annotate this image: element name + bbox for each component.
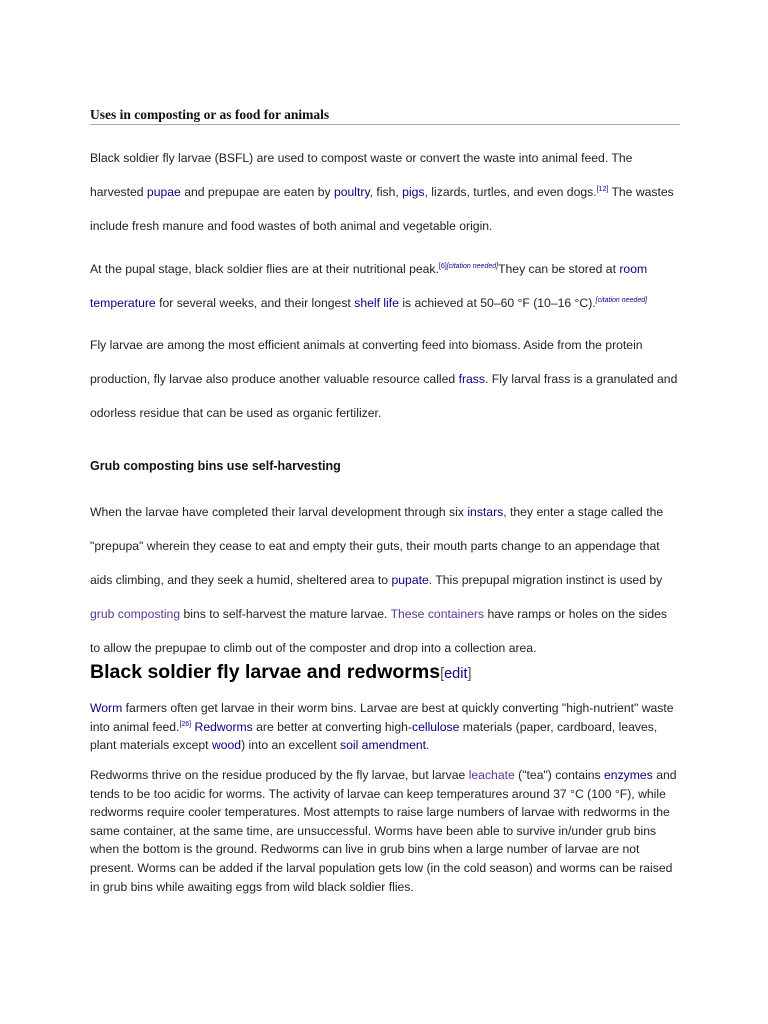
text: , lizards, turtles, and even dogs. xyxy=(424,185,597,199)
reference-26[interactable]: [26] xyxy=(179,720,192,728)
link-enzymes[interactable]: enzymes xyxy=(604,768,653,782)
link-room-temperature[interactable]: room temperature xyxy=(90,262,648,310)
section-heading-grub-bins: Grub composting bins use self-harvesting xyxy=(90,459,341,473)
link-these-containers[interactable]: These containers xyxy=(390,607,485,621)
link-leachate[interactable]: leachate xyxy=(468,768,515,782)
text: When the larvae have completed their larval development through six xyxy=(90,505,468,519)
link-pupae[interactable]: pupae xyxy=(146,185,181,199)
edit-bracket: ] xyxy=(467,666,472,682)
citation-needed-text: [citation needed] xyxy=(595,296,648,304)
text: Black soldier fly larvae (BSFL) are used to compost waste or convert the waste into animal feed. The harvested xyxy=(90,151,633,199)
section-heading-redworms xyxy=(90,661,680,684)
text: and prepupae are eaten by xyxy=(180,185,334,199)
link-shelf-life[interactable]: shelf life xyxy=(354,296,399,310)
link-worm[interactable]: Worm xyxy=(90,701,123,715)
reference-6[interactable]: [6] xyxy=(438,262,447,270)
link-instars[interactable]: instars xyxy=(467,505,504,519)
text: . This prepupal migration instinct is used by xyxy=(428,573,663,587)
text: for several weeks, and their longest xyxy=(155,296,355,310)
text: At the pupal stage, black soldier flies are at their nutritional peak. xyxy=(90,262,439,276)
link-cellulose[interactable]: cellulose xyxy=(411,719,460,734)
text: have ramps or holes on the sides to allow the prepupae to climb out of the composter and drop into a collection area. xyxy=(90,607,667,655)
edit-bracket: [ xyxy=(440,666,445,682)
text: ("tea") contains xyxy=(514,768,605,782)
link-pigs[interactable]: pigs xyxy=(402,185,425,199)
heading-text: Black soldier fly larvae and redworms xyxy=(90,661,441,683)
text: ) into an excellent xyxy=(241,738,340,753)
text: materials (paper, cardboard, leaves, plant materials except xyxy=(90,719,658,753)
paragraph-prepupa xyxy=(90,495,680,665)
text: is achieved at 50–60 °F (10–16 °C). xyxy=(398,296,596,310)
edit-link[interactable]: edit xyxy=(444,666,468,682)
text: bins to self-harvest the mature larvae. xyxy=(180,607,391,621)
paragraph-fly-larvae-efficiency xyxy=(90,328,680,430)
paragraph-bsfl-compost xyxy=(90,141,680,243)
section-heading-uses: Uses in composting or as food for animals xyxy=(90,107,330,122)
text: . xyxy=(426,738,430,753)
text: , they enter a stage called the "prepupa" wherein they cease to eat and empty their guts, their mouth parts change to an appendage that aids climbing, and they seek a humid, sheltered area to xyxy=(90,505,664,587)
link-poultry[interactable]: poultry xyxy=(333,185,370,199)
link-pupate[interactable]: pupate xyxy=(391,573,429,587)
citation-needed[interactable] xyxy=(596,297,647,304)
citation-needed-text: [citation needed] xyxy=(446,262,499,270)
heading-divider xyxy=(90,124,680,125)
link-grub-composting[interactable]: grub composting xyxy=(90,607,181,621)
reference-12[interactable]: [12] xyxy=(596,185,609,193)
link-wood[interactable]: wood xyxy=(211,738,242,753)
link-soil-amendment[interactable]: soil amendment xyxy=(340,738,427,753)
link-frass[interactable]: frass xyxy=(458,372,485,386)
text: , fish, xyxy=(369,185,403,199)
citation-needed[interactable] xyxy=(447,263,498,270)
text: and tends to be too acidic for worms. The activity of larvae can keep temperatures around 37 °C (100 °F), while redworms require cooler temperatures. Most attempts to raise large numbers of larvae with redworms in the same container, at the same time, are unsuccessful. Worms have been able to survive in/under grub bins when the bottom is the ground. Redworms can live in grub bins when a large number of larvae are not present. Worms can be added if the larval population gets low (in the cold season) and worms can be raised in grub bins while awaiting eggs from wild black soldier flies. xyxy=(90,768,677,894)
paragraph-redworms-thrive xyxy=(90,766,680,896)
text: Fly larvae are among the most efficient animals at converting feed into biomass. Aside from the protein production, fly larvae also produce another valuable resource called xyxy=(90,338,643,386)
paragraph-worm-farmers xyxy=(90,699,680,755)
paragraph-pupal-stage xyxy=(90,252,680,320)
link-redworms[interactable]: Redworms xyxy=(194,719,253,734)
text: are better at converting high- xyxy=(252,719,412,734)
text: The wastes include fresh manure and food wastes of both animal and vegetable origin. xyxy=(90,185,674,233)
text: . Fly larval frass is a granulated and odorless residue that can be used as organic fertilizer. xyxy=(90,372,678,420)
text: farmers often get larvae in their worm bins. Larvae are best at quickly converting "high-nutrient" waste into animal feed. xyxy=(90,701,674,734)
text: Redworms thrive on the residue produced by the fly larvae, but larvae xyxy=(90,768,469,782)
text: They can be stored at xyxy=(498,262,620,276)
